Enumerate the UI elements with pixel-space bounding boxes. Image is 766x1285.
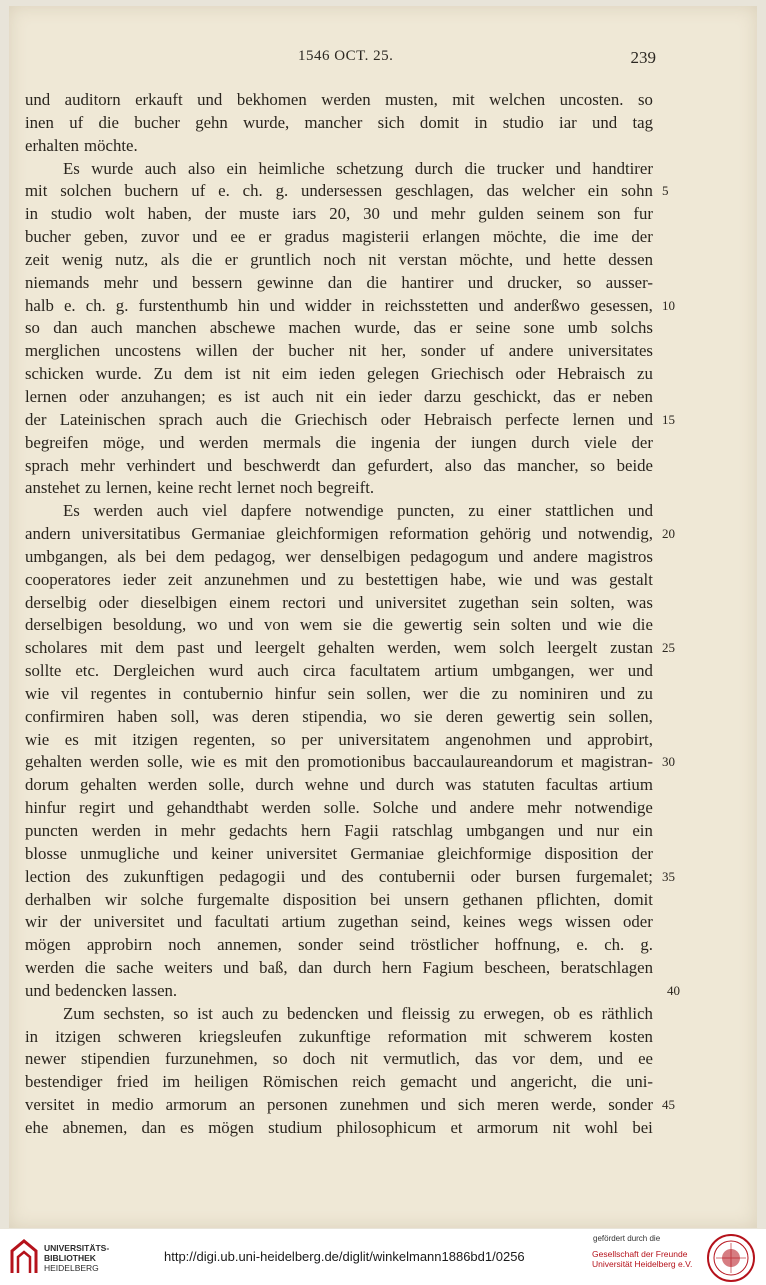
text-line: lernen oder anzuhangen; es ist auch nit ein ieder darzu geschickt, das er neben: [25, 386, 653, 406]
society-name-line1: Gesellschaft der Freunde: [592, 1249, 688, 1259]
text-line: und bedencken lassen. 40: [25, 980, 653, 1003]
text-line: cooperatores ieder zeit anzunehmen und zu bestettigen habe, wie und was gestalt: [25, 569, 653, 589]
line-number: 30: [662, 754, 675, 770]
text-line: erhalten möchte.: [25, 135, 138, 155]
text-line: lection des zukunftigen pedagogii und des contubernii oder bursen furgemalet; 35: [25, 866, 653, 889]
text-line: schicken wurde. Zu dem ist nit eim ieden gelegen Griechisch oder Hebraisch zu: [25, 364, 653, 384]
text-line: sollte etc. Dergleichen wurd auch circa facultatem artium umbgangen, wer und: [25, 661, 653, 681]
page-number: 239: [630, 48, 656, 67]
text-line: werden die sache weiters und baß, dan durch hern Fagium bescheen, beratschlagen: [25, 958, 653, 978]
text-line: gehalten werden solle, wie es mit den promotionibus baccaulaureandorum et magistran- 30: [25, 751, 653, 774]
line-number: 5: [662, 183, 669, 199]
line-number: 35: [662, 868, 675, 884]
library-logo-icon: [8, 1237, 40, 1277]
society-name-line2: Universität Heidelberg e.V.: [592, 1259, 693, 1269]
text-line: versitet in medio armorum an personen zunehmen und sich meren werde, sonder 45: [25, 1094, 653, 1117]
text-line: niemands mehr und bessern gewinne dan die hantirer und drucker, so ausser-: [25, 272, 653, 292]
library-name-line2: BIBLIOTHEK: [44, 1253, 96, 1263]
text-line: begreifen möge, und werden mermals die ingenia der iungen durch viele der: [25, 432, 653, 452]
text-line: dorum gehalten werden solle, durch wehne und durch was statuten facultas artium: [25, 775, 653, 795]
library-name: [44, 1243, 109, 1273]
society-name: [592, 1249, 692, 1269]
text-line: wie vil regentes in contubernio hinfur sein sollen, wer die zu nominiren und zu: [25, 683, 653, 703]
running-header: [0, 48, 766, 70]
text-line: bucher geben, zuvor und ee er gradus magisterii erlangen möchte, die ime der: [25, 227, 653, 247]
text-line: merglichen uncostens willen der bucher nit her, sonder uf andere universitates: [25, 341, 653, 361]
line-number: 20: [662, 526, 675, 542]
line-number: 15: [662, 411, 675, 427]
text-line: andern universitatibus Germaniae gleichformigen reformation gehörig und notwendig, 20: [25, 523, 653, 546]
text-line: wir der universitet und facultati artium zugethan seind, keines wegs wissen oder: [25, 912, 653, 932]
library-name-line1: UNIVERSITÄTS-: [44, 1243, 110, 1253]
body-text: [25, 89, 680, 1140]
text-line: derselbigen besoldung, wo und von wem sie die gewertig sein solten und wie die: [25, 615, 653, 635]
library-name-line3: HEIDELBERG: [44, 1263, 99, 1273]
text-line: sprach mehr verhindert und beschwerdt dan gefurdert, also das mancher, so beide: [25, 455, 653, 475]
line-number: 45: [662, 1097, 675, 1113]
digital-copy-link[interactable]: http://digi.ub.uni-heidelberg.de/diglit/winkelmann1886bd1/0256: [164, 1249, 525, 1264]
text-line: derselbig oder dieselbigen einem rectori und universitet zugethan sein solten, was: [25, 592, 653, 612]
text-line: in itzigen schweren kriegsleufen zukunftige reformation mit schwerem kosten: [25, 1026, 653, 1046]
text-line: scholares mit dem past und leergelt gehalten werden, wem solch leergelt zustan 25: [25, 637, 653, 660]
text-line: ehe abnemen, dan es mögen studium philosophicum et armorum nit wohl bei: [25, 1117, 653, 1137]
text-line: der Lateinischen sprach auch die Griechisch oder Hebraisch perfecte lernen und 15: [25, 409, 653, 432]
text-line: puncten werden in mehr gedachts hern Fagii ratschlag umbgangen und nur ein: [25, 821, 653, 840]
text-line: mögen approbirn noch annemen, sonder seind tröstlicher hoffnung, e. ch. g.: [25, 935, 653, 955]
funded-by-label: gefördert durch die: [593, 1234, 661, 1243]
text-line: mit solchen buchern uf e. ch. g. undersessen geschlagen, das welcher ein sohn 5: [25, 180, 653, 203]
running-title: 1546 OCT. 25.: [298, 48, 394, 64]
text-line: newer stipendien furzunehmen, so doch nit vermutlich, das vor dem, und ee: [25, 1049, 653, 1069]
text-line: confirmiren haben soll, was deren stipendia, wo sie deren gewertig sein sollen,: [25, 706, 653, 726]
line-number: 10: [662, 297, 675, 313]
university-seal-icon: [706, 1233, 756, 1283]
text-line: zeit wenig nutz, als die er gruntlich noch nit verstan möchte, und hette dessen: [25, 249, 653, 269]
footer-bar: [0, 1229, 766, 1285]
text-line: Es wurde auch also ein heimliche schetzung durch die trucker und handtirer: [63, 158, 653, 178]
text-line: derhalben wir solche furgemalte disposition bei unsern gethanen pflichten, domit: [25, 889, 653, 909]
text-line: hinfur regirt und gehandthabt werden solle. Solche und andere mehr notwendige: [25, 798, 653, 818]
text-line: inen uf die bucher gehn wurde, mancher sich domit in studio iar und tag: [25, 112, 653, 132]
text-line: wie es mit itzigen regenten, so per universitatem angenohmen und approbirt,: [25, 729, 653, 749]
text-line: bestendiger fried im heiligen Römischen reich gemacht und angericht, die uni-: [25, 1072, 653, 1092]
text-line: so dan auch manchen abschewe machen wurde, das er seine sone umb solchs: [25, 318, 653, 338]
line-number: 40: [667, 982, 680, 998]
text-line: blosse unmugliche und keiner universitet Germaniae gleichformige disposition der: [25, 843, 653, 863]
text-line: umbgangen, als bei dem pedagog, wer denselbigen pedagogum und andere magistros: [25, 546, 653, 566]
text-line: Zum sechsten, so ist auch zu bedencken und fleissig zu erwegen, ob es räthlich: [63, 1003, 653, 1023]
text-line: halb e. ch. g. furstenthumb hin und widder in reichsstetten und anderßwo gesessen, 10: [25, 295, 653, 318]
line-number: 25: [662, 640, 675, 656]
text-line: anstehet zu lernen, keine recht lernet noch begreift.: [25, 478, 375, 498]
text-line: Es werden auch viel dapfere notwendige puncten, zu einer stattlichen und: [63, 501, 653, 521]
text-line: in studio wolt haben, der muste iars 20, 30 und mehr gulden seinem son fur: [25, 204, 653, 224]
text-line: und auditorn erkauft und bekhomen werden musten, mit welchen uncosten. so: [25, 90, 653, 109]
